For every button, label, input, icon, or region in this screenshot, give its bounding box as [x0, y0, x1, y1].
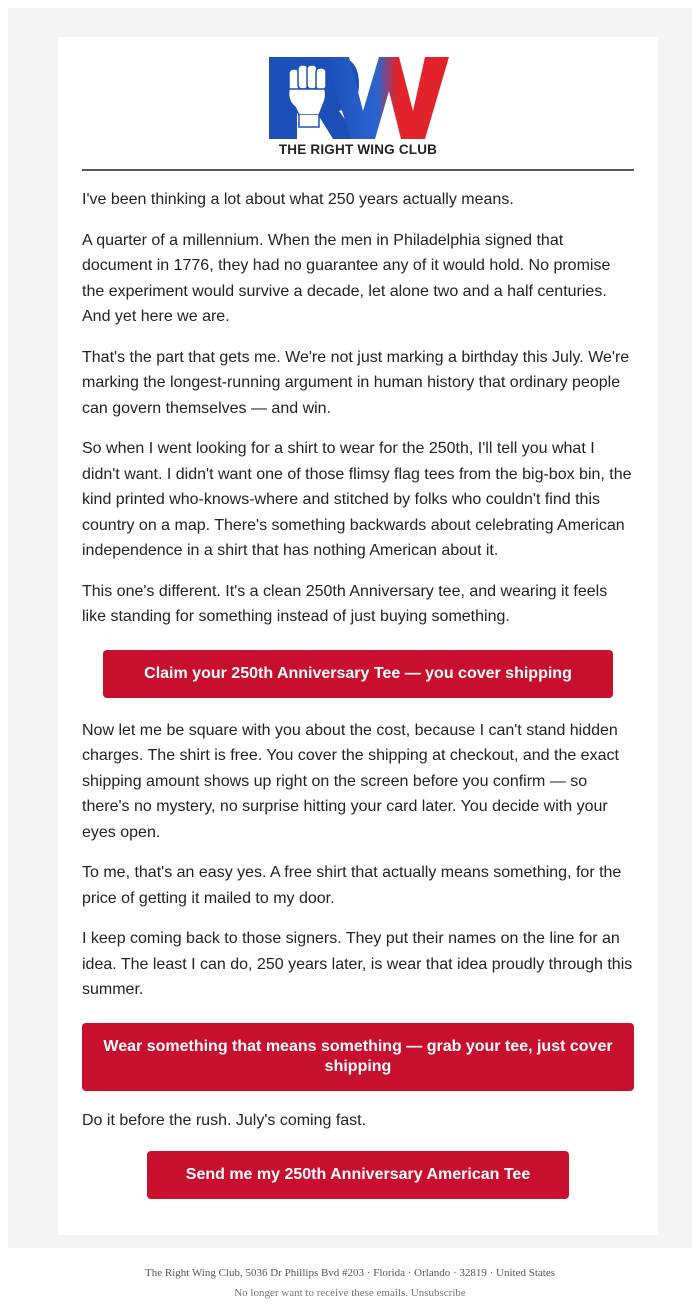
email-body: [82, 187, 634, 1199]
paragraph: That's the part that gets me. We're not just marking a birthday this July. We're marking the longest-running argument in human history that ordinary people can govern themselves — and win.: [82, 348, 630, 417]
header-divider: [82, 169, 634, 171]
paragraph: I keep coming back to those signers. They put their names on the line for an idea. The least I can do, 250 years later, is wear that idea proudly through this summer.: [82, 930, 633, 998]
email-outer-background: [8, 8, 692, 1248]
paragraph: Now let me be square with you about the cost, because I can't stand hidden charges. The shirt is free. You cover the shipping at checkout, and the exact shipping amount shows up right on the screen before you confirm — so there's no mystery, no surprise hitting your card later. You decide with your eyes open.: [82, 721, 619, 841]
brand-logo[interactable]: [58, 55, 658, 160]
unsubscribe-link[interactable]: No longer want to receive these emails. Unsubscribe: [234, 1287, 466, 1299]
paragraph: I've been thinking a lot about what 250 years actually means.: [82, 191, 514, 208]
paragraph: So when I went looking for a shirt to wear for the 250th, I'll tell you what I didn't want. I didn't want one of those flimsy flag tees from the big-box bin, the kind printed who-knows-where and stitched by folks who couldn't find this country on a map. There's something backwards about celebrating American independence in a shirt that has nothing American about it.: [82, 440, 632, 559]
paragraph: To me, that's an easy yes. A free shirt that actually means something, for the price of getting it mailed to my door.: [82, 864, 622, 907]
email-card: [58, 37, 658, 1235]
footer-address: The Right Wing Club, 5036 Dr Phillips Bvd #203 · Florida · Orlando · 32819 · United States: [145, 1267, 555, 1279]
brand-name: THE RIGHT WING CLUB: [278, 142, 438, 157]
paragraph: This one's different. It's a clean 250th Anniversary tee, and wearing it feels like standing for something instead of just buying something.: [82, 582, 608, 625]
paragraph: Do it before the rush. July's coming fast.: [82, 1111, 367, 1129]
claim-tee-button[interactable]: Claim your 250th Anniversary Tee — you cover shipping: [103, 650, 613, 698]
send-tee-button[interactable]: Send me my 250th Anniversary American Tee: [147, 1151, 569, 1199]
grab-tee-button[interactable]: Wear something that means something — grab your tee, just cover shipping: [82, 1023, 634, 1091]
paragraph: A quarter of a millennium. When the men in Philadelphia signed that document in 1776, they had no guarantee any of it would hold. No promise the experiment would survive a decade, let alone two and a half centuries. And yet here we are.: [82, 231, 611, 325]
right-wing-club-logo-icon: [267, 55, 449, 141]
email-footer: [0, 1263, 700, 1303]
